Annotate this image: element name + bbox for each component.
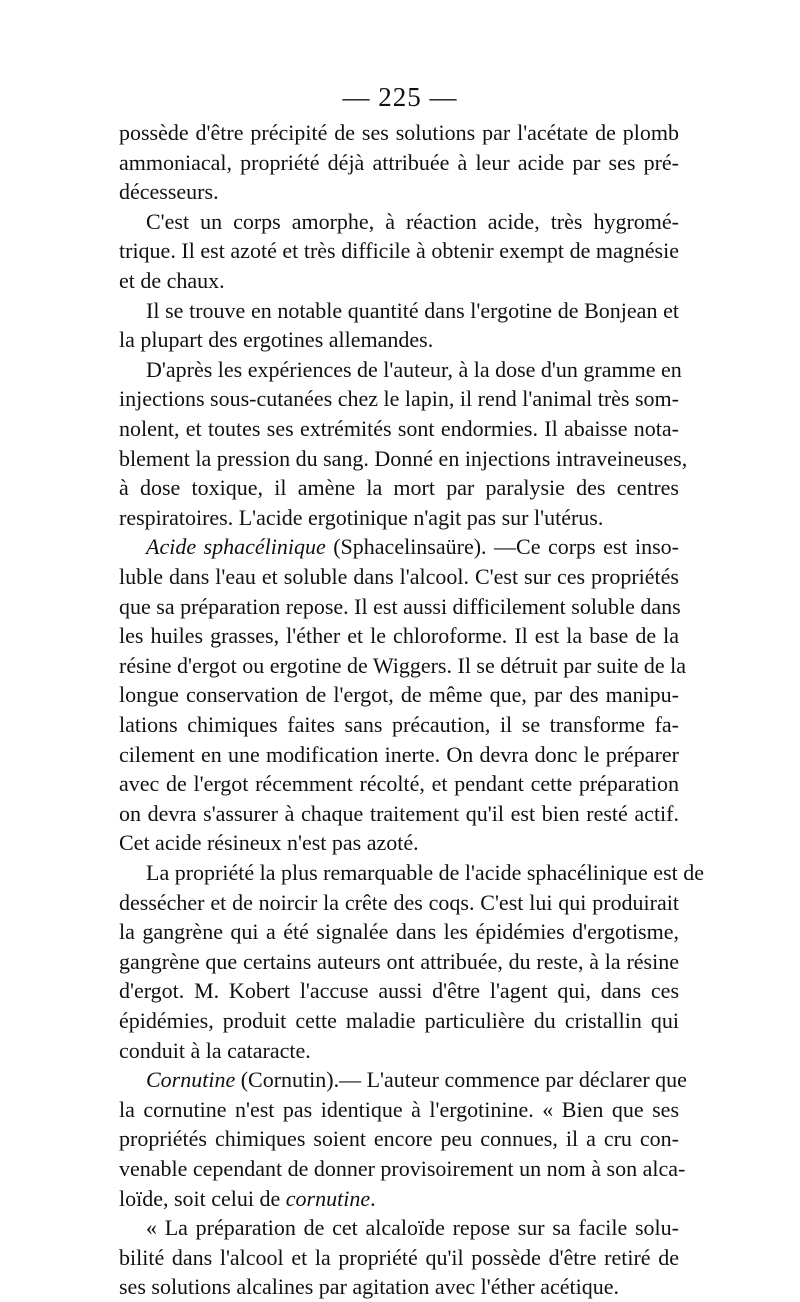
line-text: trique. Il est azoté et très difficile à obtenir exempt de magnésie: [119, 238, 679, 264]
text-line: [119, 710, 679, 740]
line-text: ses solutions alcalines par agitation avec l'éther acétique.: [119, 1274, 619, 1300]
text-line: [119, 888, 679, 918]
line-text: conduit à la cataracte.: [119, 1037, 311, 1063]
text-line: [119, 177, 679, 207]
text-line: [119, 651, 686, 681]
line-text: (Cornutin).— L'auteur commence par déclarer que: [235, 1067, 687, 1093]
text-line: [119, 1095, 679, 1125]
line-text: loïde, soit celui de: [119, 1185, 286, 1211]
italic-term: Cornutine: [146, 1067, 236, 1093]
line-text: ammoniacal, propriété déjà attribuée à leur acide par ses pré-: [119, 149, 679, 175]
line-text: luble dans l'eau et soluble dans l'alcool. C'est sur ces propriétés: [119, 564, 679, 589]
line-text: propriétés chimiques soient encore peu connues, il a cru con-: [119, 1126, 679, 1152]
text-line: [119, 1036, 679, 1066]
text-line: [146, 296, 679, 326]
line-text: on devra s'assurer à chaque traitement qu'il est bien resté actif.: [119, 800, 679, 826]
line-text: longue conservation de l'ergot, de même que, par des manipu-: [119, 682, 679, 708]
line-text: que sa préparation repose. Il est aussi difficilement soluble dans: [119, 593, 681, 619]
line-text: bilité dans l'alcool et la propriété qu'il possède d'être retiré de: [119, 1244, 679, 1270]
line-text: gangrène que certains auteurs ont attribuée, du reste, à la résine: [119, 948, 679, 974]
text-line: [119, 473, 679, 503]
text-line: [119, 1243, 679, 1273]
line-text: venable cependant de donner provisoirement un nom à son alca-: [119, 1156, 686, 1181]
text-line: [119, 444, 688, 474]
italic-term: cornutine: [285, 1185, 371, 1211]
text-line: [119, 266, 679, 296]
line-text: « La préparation de cet alcaloïde repose sur sa facile solu-: [146, 1215, 679, 1241]
text-line: [119, 414, 679, 444]
line-tail: .: [370, 1185, 376, 1211]
line-text: La propriété la plus remarquable de l'acide sphacélinique est de: [146, 860, 705, 885]
text-line: [119, 680, 679, 710]
text-line: [119, 1184, 679, 1214]
text-line: [119, 148, 679, 178]
text-line: [119, 384, 679, 414]
line-text: injections sous-cutanées chez le lapin, il rend l'animal très som-: [119, 386, 679, 412]
line-text: C'est un corps amorphe, à réaction acide, très hygromé-: [146, 208, 679, 234]
line-text: la cornutine n'est pas identique à l'ergotinine. « Bien que ses: [119, 1096, 679, 1122]
text-line: [119, 503, 679, 533]
line-text: la gangrène qui a été signalée dans les épidémies d'ergotisme,: [119, 919, 679, 945]
text-line: [119, 1154, 686, 1184]
text-line: [146, 355, 682, 385]
line-text: D'après les expériences de l'auteur, à la dose d'un gramme en: [146, 356, 682, 382]
text-line: [119, 592, 679, 622]
line-text: et de chaux.: [119, 268, 225, 293]
line-text: possède d'être précipité de ses solutions par l'acétate de plomb: [119, 120, 679, 145]
text-line: [119, 562, 679, 592]
line-text: à dose toxique, il amène la mort par paralysie des centres: [119, 475, 679, 501]
text-line: [146, 858, 705, 888]
text-line: [146, 1213, 679, 1243]
line-text: Il se trouve en notable quantité dans l'ergotine de Bonjean et: [146, 297, 679, 323]
text-line: [119, 236, 679, 266]
page-number: — 225 —: [342, 82, 458, 112]
line-text: d'ergot. M. Kobert l'accuse aussi d'être l'agent qui, dans ces: [119, 978, 679, 1004]
line-text: avec de l'ergot récemment récolté, et pendant cette préparation: [119, 771, 679, 797]
text-line: [119, 769, 679, 799]
text-line: [119, 1124, 679, 1154]
line-text: Cet acide résineux n'est pas azoté.: [119, 830, 419, 856]
text-line: [119, 1006, 679, 1036]
text-line: [119, 740, 679, 770]
text-line: [146, 1065, 687, 1095]
line-text: les huiles grasses, l'éther et le chloroforme. Il est la base de la: [119, 623, 679, 649]
line-text: cilement en une modification inerte. On devra donc le préparer: [119, 741, 679, 767]
line-text: lations chimiques faites sans précaution, il se transforme fa-: [119, 712, 679, 737]
text-line: [119, 799, 679, 829]
line-text: la plupart des ergotines allemandes.: [119, 327, 434, 353]
line-text: résine d'ergot ou ergotine de Wiggers. Il se détruit par suite de la: [119, 652, 686, 678]
line-text: dessécher et de noircir la crête des coqs. C'est lui qui produirait: [119, 889, 679, 915]
text-line: [119, 917, 679, 947]
line-text: nolent, et toutes ses extrémités sont endormies. Il abaisse nota-: [119, 416, 679, 441]
text-line: [119, 1272, 679, 1302]
text-line: [119, 947, 679, 977]
text-line: [119, 976, 679, 1006]
text-line: [119, 118, 679, 148]
line-text: décesseurs.: [119, 179, 219, 205]
text-line: [119, 621, 679, 651]
italic-term: Acide sphacélinique: [146, 534, 326, 560]
text-line: [146, 532, 679, 562]
text-line: [146, 207, 679, 237]
text-line: [119, 325, 679, 355]
line-text: blement la pression du sang. Donné en injections intraveineuses,: [119, 445, 688, 471]
line-text: respiratoires. L'acide ergotinique n'agit pas sur l'utérus.: [119, 504, 604, 530]
line-text: (Sphacelinsaüre). —Ce corps est inso-: [325, 534, 679, 560]
text-line: [119, 828, 679, 858]
line-text: épidémies, produit cette maladie particulière du cristallin qui: [119, 1008, 679, 1033]
